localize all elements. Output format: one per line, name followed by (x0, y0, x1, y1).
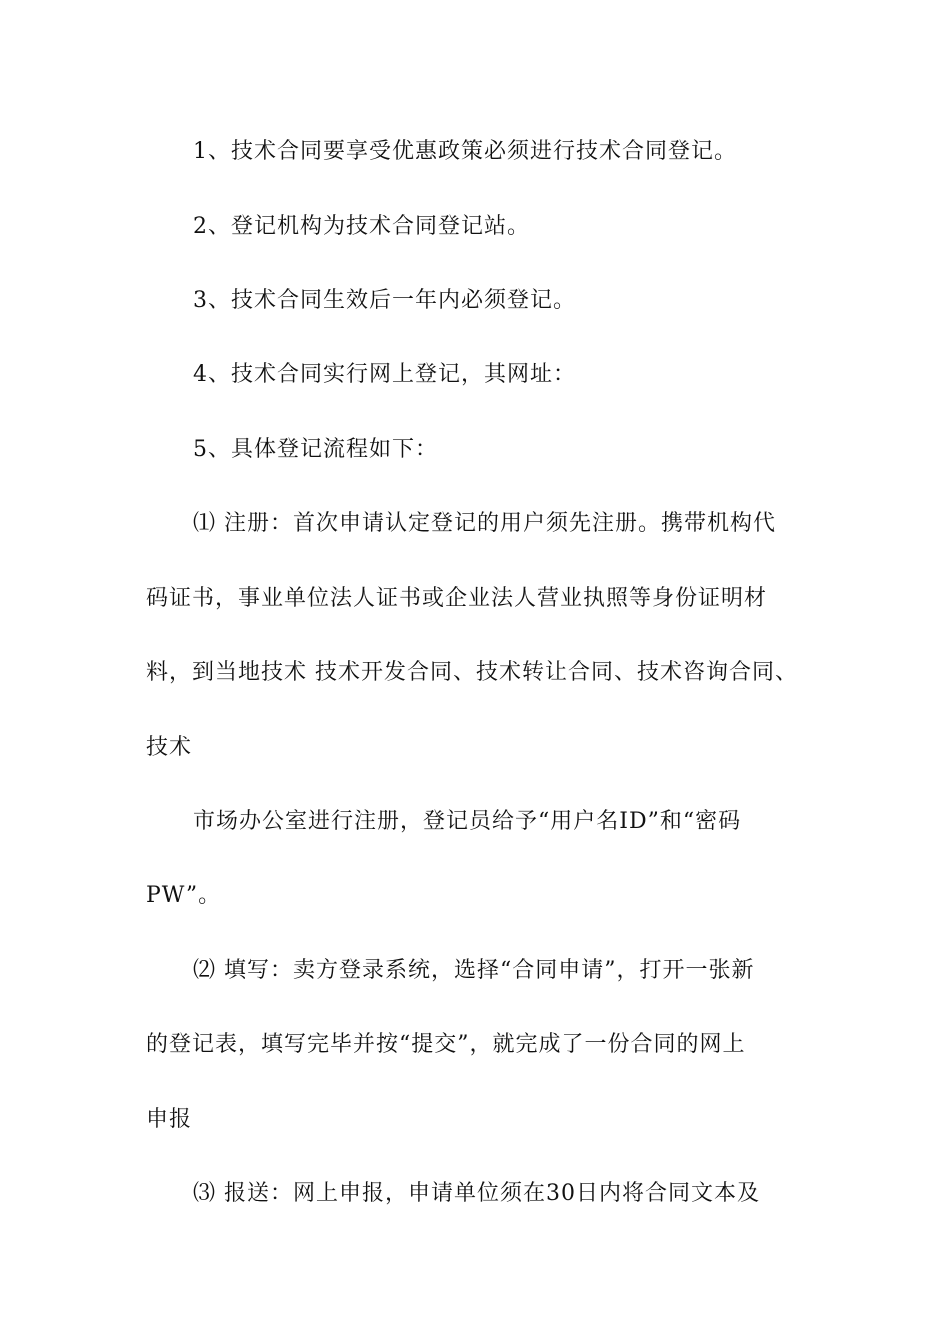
paragraph-line-11: PW”。 (146, 883, 222, 908)
paragraph-line-5: 5、具体登记流程如下： (193, 437, 438, 462)
paragraph-line-2: 2、登记机构为技术合同登记站。 (193, 214, 530, 239)
paragraph-line-1: 1、技术合同要享受优惠政策必须进行技术合同登记。 (193, 139, 737, 164)
paragraph-line-8: 料，到当地技术 技术开发合同、技术转让合同、技术咨询合同、 (146, 660, 798, 685)
paragraph-line-7: 码证书，事业单位法人证书或企业法人营业执照等身份证明材 (146, 586, 768, 611)
paragraph-line-15: ⑶ 报送：网上申报，申请单位须在30日内将合同文本及 (193, 1181, 760, 1206)
paragraph-line-12: ⑵ 填写：卖方登录系统，选择“合同申请”，打开一张新 (193, 958, 755, 983)
paragraph-line-13: 的登记表，填写完毕并按“提交”，就完成了一份合同的网上 (146, 1032, 746, 1057)
paragraph-line-3: 3、技术合同生效后一年内必须登记。 (193, 288, 576, 313)
paragraph-line-6: ⑴ 注册：首次申请认定登记的用户须先注册。携带机构代 (193, 511, 776, 536)
paragraph-line-14: 申报 (146, 1107, 193, 1132)
paragraph-line-9: 技术 (146, 735, 193, 760)
paragraph-line-4: 4、技术合同实行网上登记，其网址： (193, 362, 576, 387)
paragraph-line-10: 市场办公室进行注册，登记员给予“用户名ID”和“密码 (193, 809, 742, 834)
